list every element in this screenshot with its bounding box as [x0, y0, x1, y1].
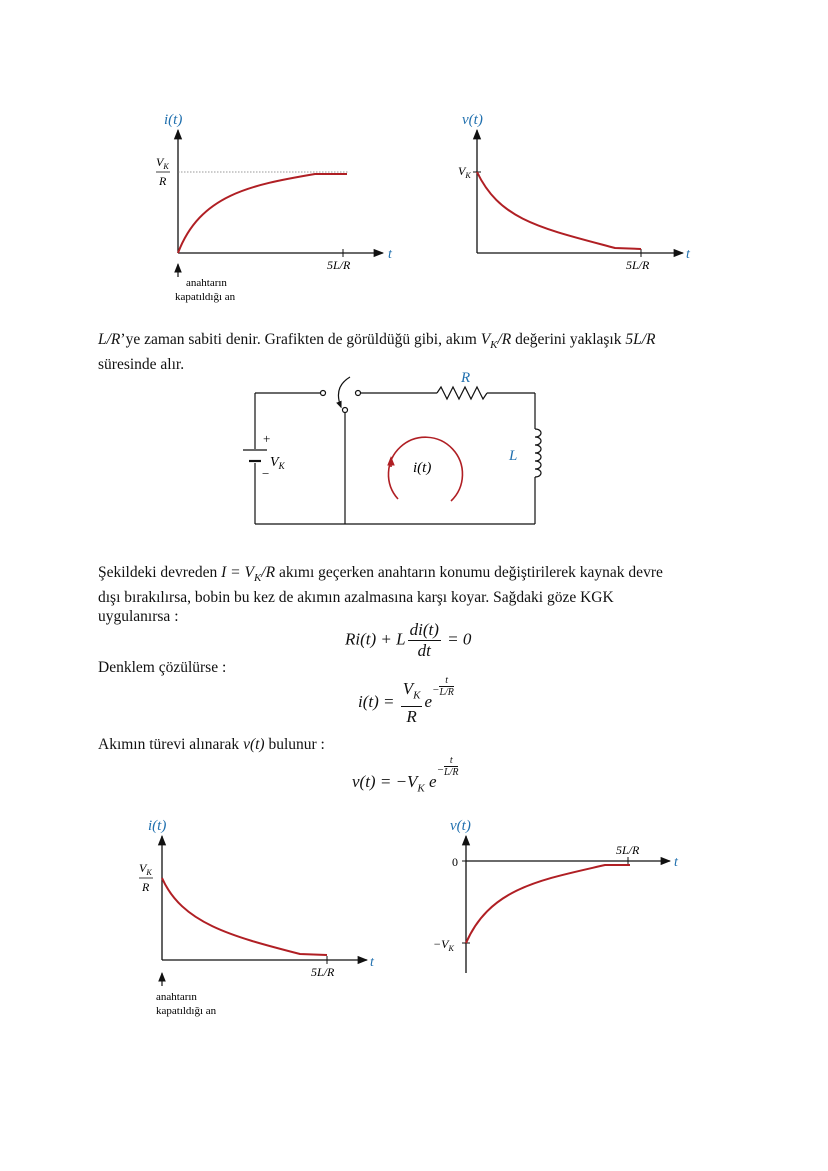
equation-current: i(t) = $\frac{V_K}{R}$ e− $\frac{t}{L/R}$	[358, 675, 454, 726]
switch-contact-down	[343, 408, 348, 413]
paragraph-derivative: Akımın türevi alınarak v(t) bulunur :	[98, 736, 325, 753]
switch-blade	[338, 377, 350, 407]
minus-sign: −	[262, 466, 270, 481]
resistor-label: R	[461, 370, 471, 386]
current-label: i(t)	[413, 460, 432, 476]
ylabel: i(t)	[148, 818, 167, 834]
curve	[466, 865, 630, 943]
curve	[162, 878, 327, 955]
curve	[178, 174, 347, 253]
top-voltage-graph	[440, 100, 710, 280]
curve	[477, 172, 641, 249]
inductor-label: L	[509, 448, 518, 464]
xlabel: t	[674, 855, 678, 870]
ylabel: i(t)	[164, 112, 183, 128]
bottom-current-graph	[120, 808, 400, 1023]
circuit-diagram	[225, 365, 570, 533]
x-tick: 5L/R	[311, 965, 335, 979]
ylabel: v(t)	[450, 818, 471, 834]
plus-sign: +	[263, 431, 271, 446]
inductor	[535, 429, 541, 477]
switch-contact-right	[356, 391, 361, 396]
note-line1: anahtarın	[186, 277, 227, 289]
y-tick: $V_K$	[458, 164, 471, 180]
y-tick-num: $V_K$	[139, 861, 152, 877]
current-loop	[372, 420, 451, 499]
y-tick-den: R	[159, 174, 167, 188]
note-line2: kapatıldığı an	[156, 1005, 217, 1017]
x-tick: 5L/R	[616, 843, 640, 857]
xlabel: t	[388, 247, 392, 262]
paragraph-time-constant: L/R’ye zaman sabiti denir. Grafikten de görüldüğü gibi, akım $V_K/R$ değerini yaklaşık 5L/R süresinde alır.	[98, 331, 656, 374]
x-tick: 5L/R	[327, 258, 351, 272]
ylabel: v(t)	[462, 112, 483, 128]
top-current-graph	[140, 100, 420, 315]
y-tick-zero: 0	[452, 855, 458, 869]
source-label: $V_K$	[270, 455, 285, 471]
y-tick-den: R	[142, 880, 150, 894]
equation-kvl: Ri(t) + L $\frac{di(t)}{dt}$ = 0	[345, 620, 472, 660]
switch-contact-left	[321, 391, 326, 396]
resistor	[437, 387, 487, 399]
y-tick-num: $V_K$	[156, 155, 169, 171]
equation-voltage: $v(t) = -V_K$ e− $\frac{t}{L/R}$	[352, 755, 459, 795]
xlabel: t	[370, 955, 374, 970]
y-tick-neg: $-V_K$	[433, 937, 454, 953]
bottom-voltage-graph	[420, 808, 700, 988]
paragraph-switch: Şekildeki devreden $I = V_K/R$ akımı geçerken anahtarın konumu değiştirilerek kaynak devre dışı bırakılırsa, bobin bu kez de akımın azalmasına karşı koyar. Sağdaki göze KGK uygulanırsa :	[98, 564, 663, 626]
paragraph-solution: Denklem çözülürse :	[98, 659, 227, 676]
xlabel: t	[686, 247, 690, 262]
x-tick: 5L/R	[626, 258, 650, 272]
note-line1: anahtarın	[156, 991, 197, 1003]
note-line2: kapatıldığı an	[175, 291, 236, 303]
